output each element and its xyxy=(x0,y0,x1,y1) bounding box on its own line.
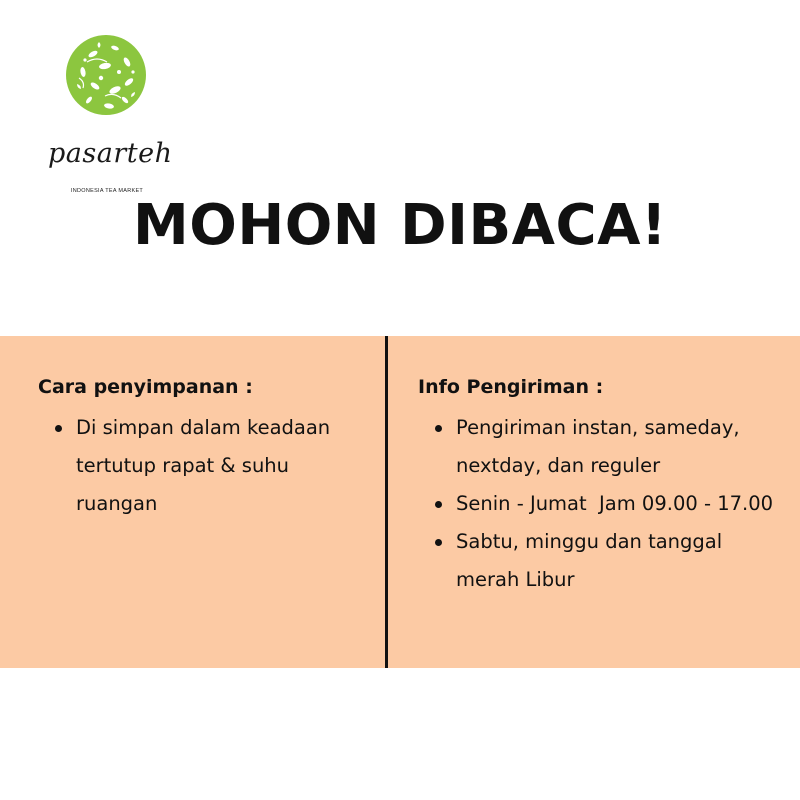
list-item xyxy=(418,523,788,599)
info-panel xyxy=(0,336,800,668)
shipping-list xyxy=(418,409,788,599)
tea-leaf-circle-icon xyxy=(65,34,147,116)
storage-title: Cara penyimpanan : xyxy=(38,376,253,398)
shipping-title: Info Pengiriman : xyxy=(418,376,604,398)
bullet-icon xyxy=(435,539,442,546)
shipping-section xyxy=(418,374,788,599)
list-item-text: Di simpan dalam keadaan tertutup rapat & suhu ruangan xyxy=(76,416,331,515)
storage-section xyxy=(38,374,368,523)
list-item-text: Sabtu, minggu dan tanggal merah Libur xyxy=(456,530,723,591)
brand-tagline: INDONESIA TEA MARKET xyxy=(70,188,144,194)
column-divider xyxy=(385,336,388,668)
brand-logo xyxy=(48,32,173,194)
list-item xyxy=(38,409,368,523)
bullet-icon xyxy=(435,425,442,432)
list-item-text: Senin - Jumat Jam 09.00 - 17.00 xyxy=(456,492,774,515)
list-item xyxy=(418,409,788,485)
list-item-text: Pengiriman instan, sameday, nextday, dan reguler xyxy=(456,416,740,477)
page-heading: MOHON DIBACA! xyxy=(133,193,667,258)
list-item xyxy=(418,485,788,523)
brand-wordmark: pasarteh xyxy=(48,138,173,169)
bullet-icon xyxy=(55,425,62,432)
bullet-icon xyxy=(435,501,442,508)
storage-list xyxy=(38,409,368,523)
